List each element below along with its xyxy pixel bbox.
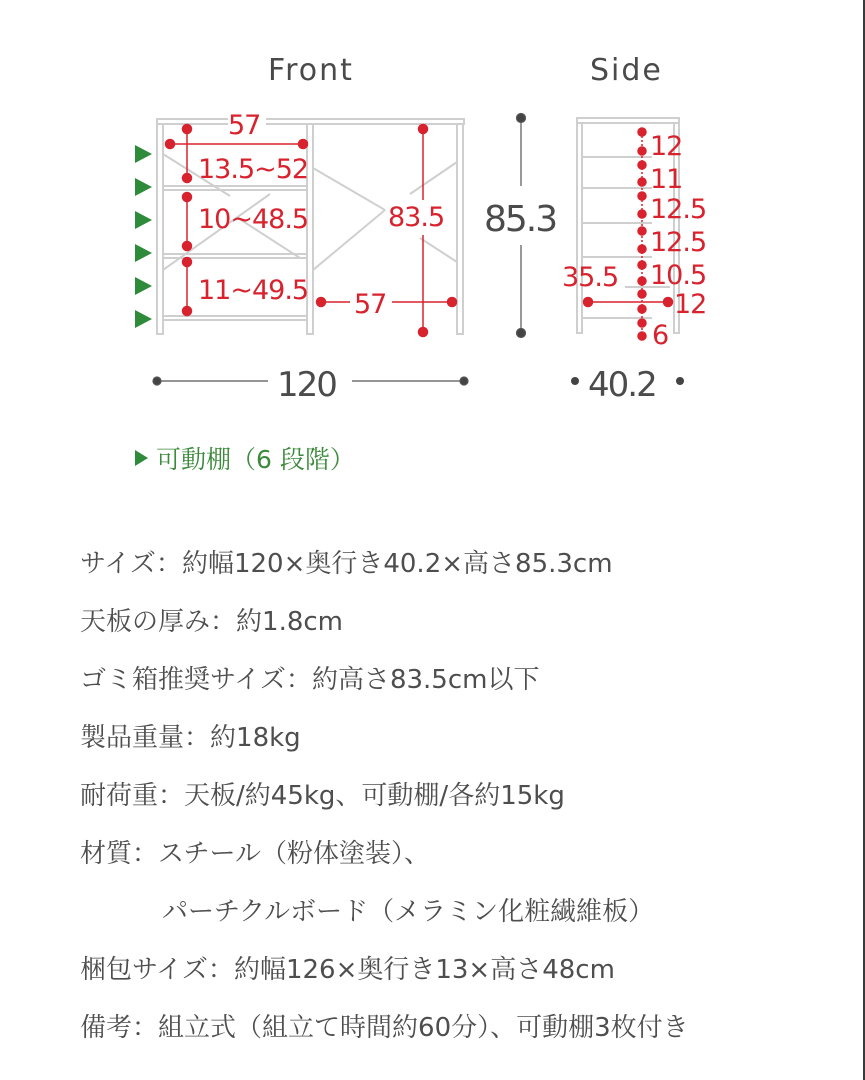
spec-material: 材質：スチール（粉体塗装）、 [80,839,430,869]
shelf-range-1: 13.5~52 [198,154,309,185]
green-triangle-icon [135,450,148,466]
overall-height: 85.3 [484,199,557,240]
side-spacing-3: 12.5 [650,194,707,225]
front-bottom-width: 57 [354,289,387,320]
spec-material-continued: パーチクルボード（メラミン化粧繊維板） [162,897,655,927]
spec-size: サイズ：約幅120×奥行き40.2×高さ85.3cm [80,549,613,579]
total-depth: 40.2 [588,365,656,405]
spec-list [80,535,689,1057]
side-spacing-5: 10.5 [650,260,707,291]
spec-weight: 製品重量：約18kg [80,723,301,753]
side-title: Side [590,53,663,88]
spec-top-thickness: 天板の厚み：約1.8cm [80,607,344,637]
side-spacing-4: 12.5 [650,227,707,258]
spec-remarks: 備考：組立式（組立て時間約60分）、可動棚3枚付き [80,1013,689,1043]
spec-load-capacity: 耐荷重：天板/約45kg、可動棚/各約15kg [80,781,565,811]
bin-height: 83.5 [388,202,445,233]
shelf-range-2: 10~48.5 [198,204,309,235]
front-title: Front [268,53,354,88]
side-spacing-7: 6 [652,320,669,351]
adjustable-shelf-note [135,440,355,476]
dimension-diagram [0,0,865,420]
adjustable-shelf-note-text: 可動棚（6 段階） [156,445,355,474]
side-inner-depth: 35.5 [562,262,619,293]
spec-bin-size: ゴミ箱推奨サイズ：約高さ83.5cm以下 [80,665,540,695]
spec-package-size: 梱包サイズ：約幅126×奥行き13×高さ48cm [80,955,615,985]
total-width: 120 [277,365,336,405]
side-spacing-2: 11 [650,164,683,195]
shelf-range-3: 11~49.5 [198,275,309,306]
side-spacing-6: 12 [674,289,707,320]
side-spacing-1: 12 [650,131,683,162]
adjustable-shelf-markers [135,145,152,328]
front-top-width: 57 [228,110,261,141]
